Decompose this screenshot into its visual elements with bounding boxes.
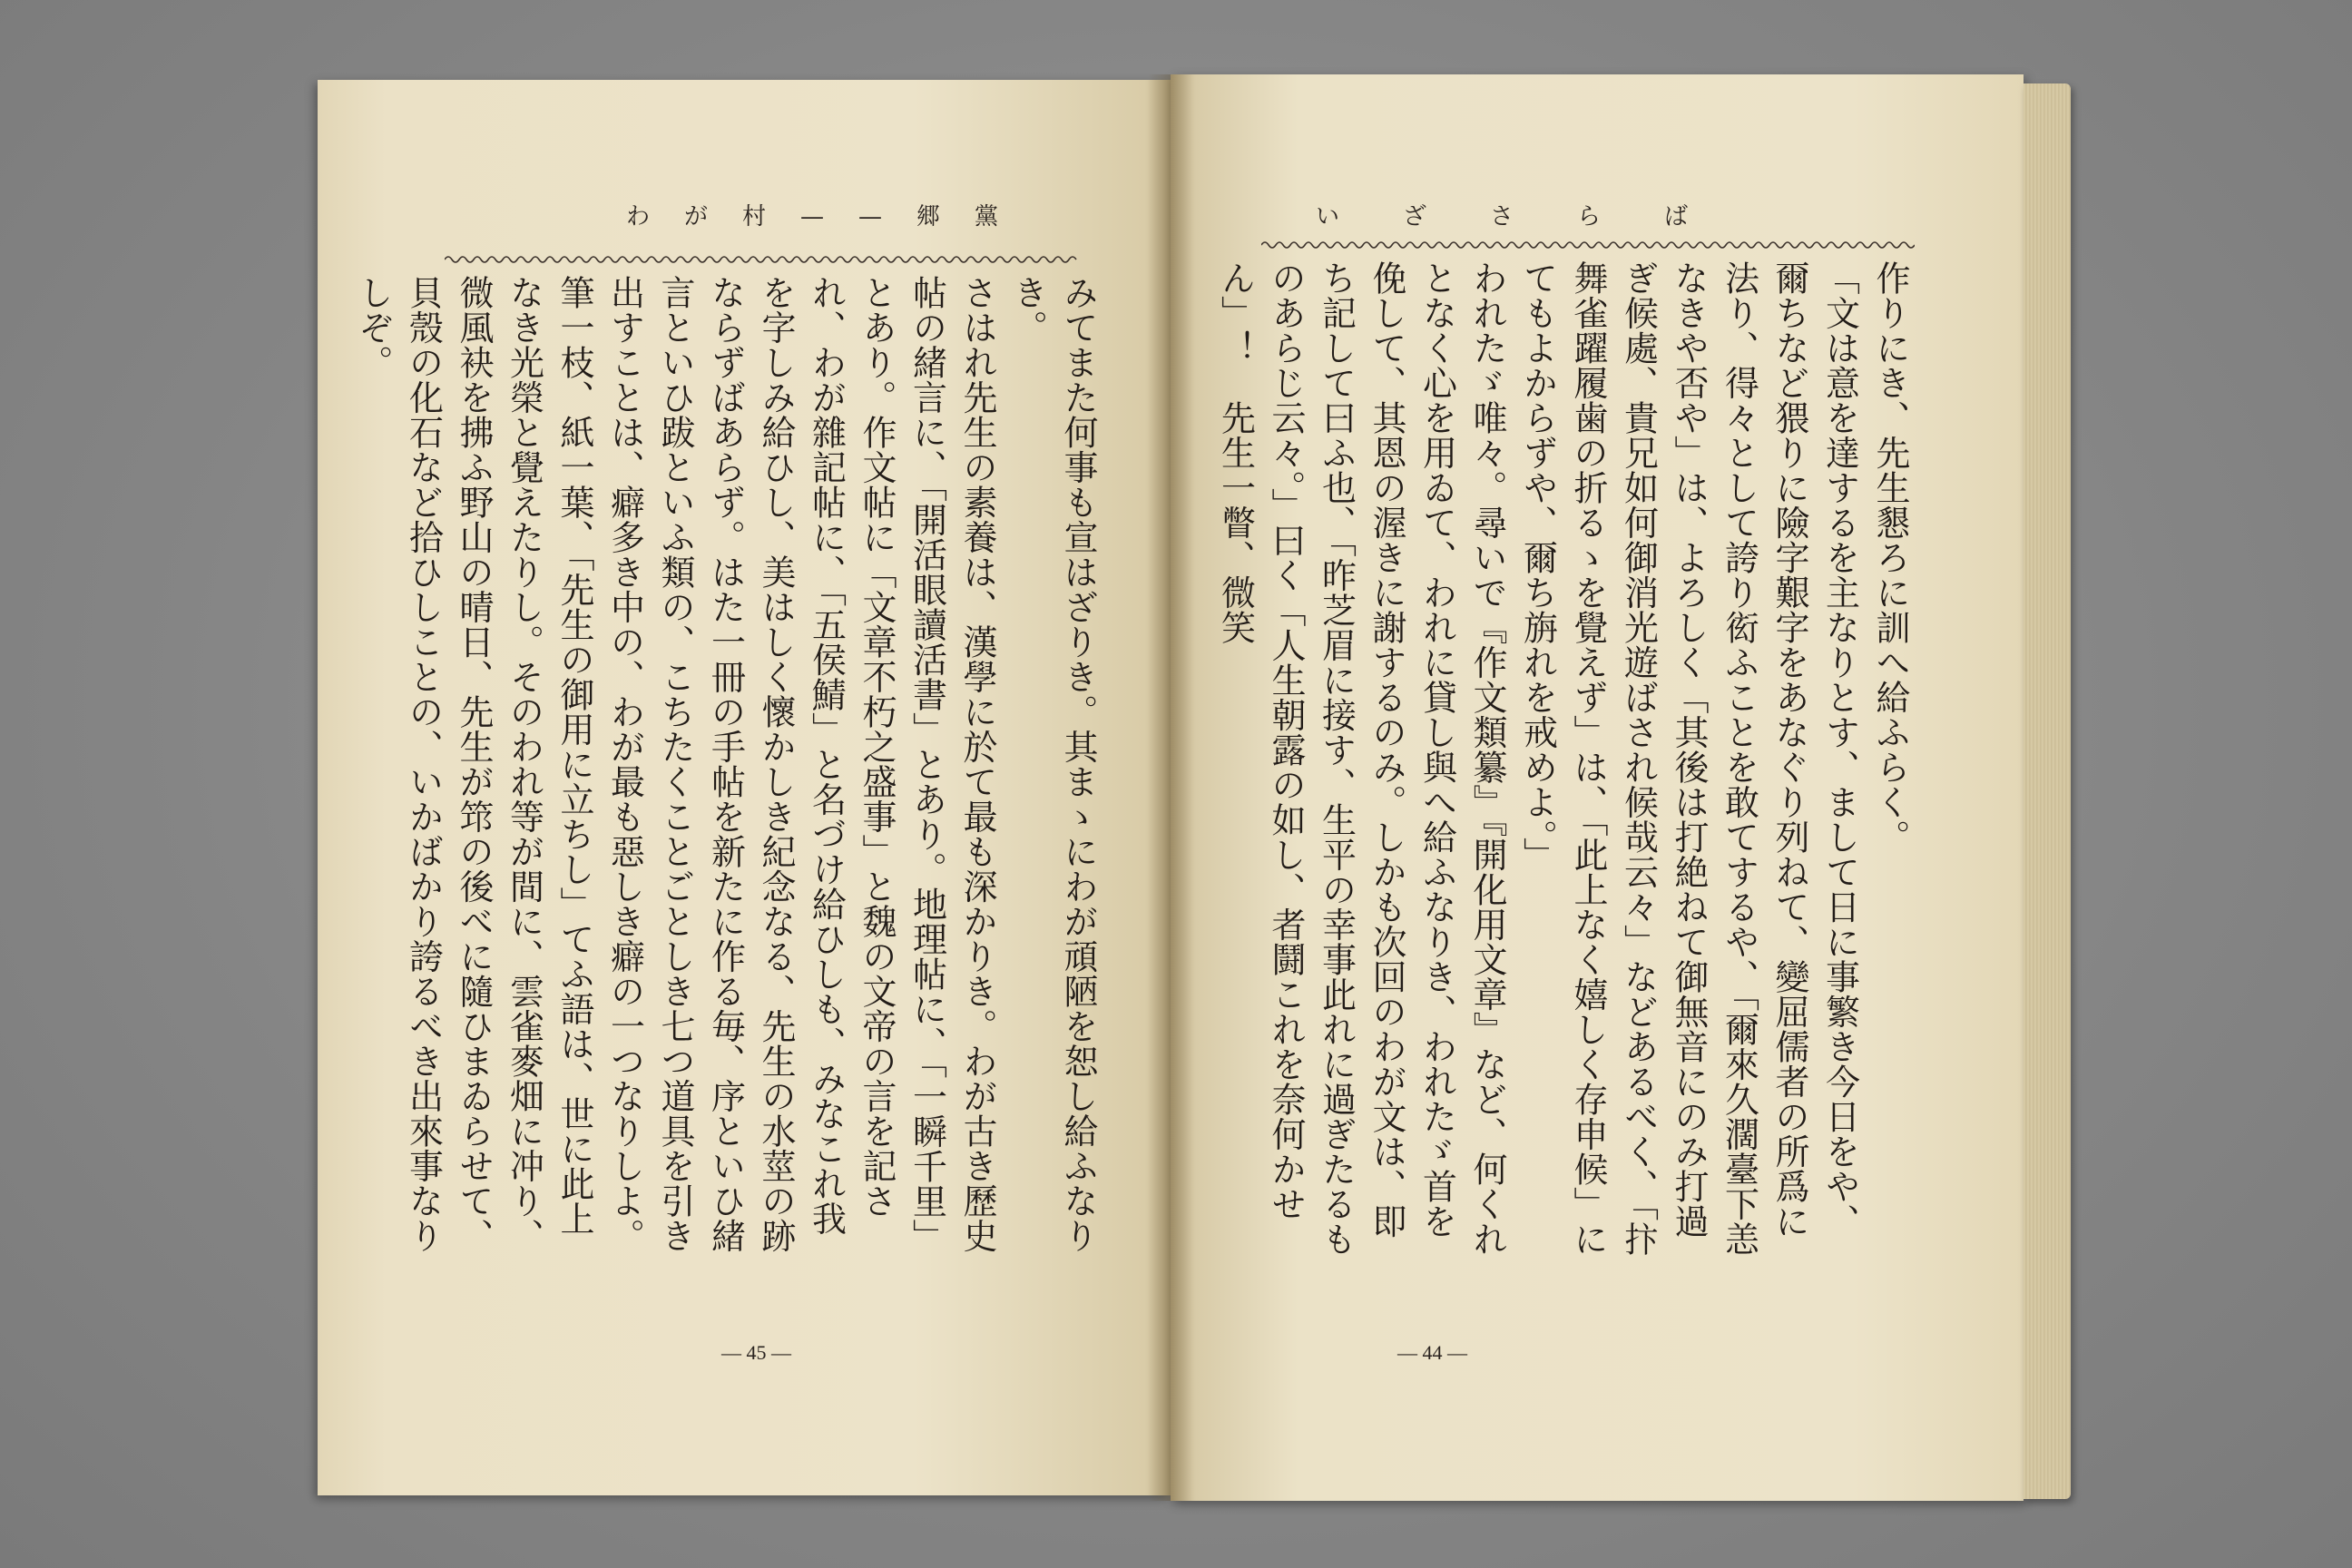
right-page-header: いざさらば <box>1316 203 1752 230</box>
right-page-body <box>1215 260 1915 1259</box>
left-page-body <box>353 275 1102 1255</box>
page-number: — 44 — <box>1397 1341 1467 1364</box>
right-page <box>1171 74 2024 1501</box>
page-edges <box>2024 83 2071 1499</box>
book-gutter <box>1148 74 1193 1501</box>
page-number: — 45 — <box>721 1341 791 1364</box>
header-rule <box>1261 238 1915 252</box>
left-page-header: わが村——郷黨 <box>626 203 1034 230</box>
paragraph: みてまた何事も宣はざりき。其まゝにわが頑陋を恕し給ふなりき。 <box>1007 275 1098 1253</box>
left-page <box>318 80 1171 1495</box>
paragraph: 筆一枝、紙一葉、「先生の御用に立ちし」てふ語は、世に此上なき光榮と覺えたりし。そのわれ等が間に、雲雀麥畑に冲り、微風袂を拂ふ野山の晴日、先生が筇の後べに隨ひまゐらせて、貝殼の化石など拾ひしことの、いかばかり誇るべき出來事なりしぞ。 <box>353 275 594 1253</box>
paragraph: さはれ先生の素養は、漢學に於て最も深かりき。わが古き歷史帖の緒言に、「開活眼讀活書」とあり。地理帖に、「一瞬千里」とあり。作文帖に「文章不朽之盛事」と魏の文帝の言を記され、わが雜記帖に、「五侯鯖」と名づけ給ひしも、みなこれ我を字しみ給ひし、美はしく懷かしき紀念なる、先生の水莖の跡ならずばあらず。はた一冊の手帖を新たに作る毎、序といひ緒言といひ跋といふ類の、こちたくことごとしき七つ道具を引き出すことは、癖多き中の、わが最も惡しき癖の一つなりしよ。 <box>604 275 997 1254</box>
paragraph: 作りにき、先生懇ろに訓へ給ふらく。 <box>1870 260 1910 855</box>
open-book <box>318 74 2042 1513</box>
paragraph: われたゞ唯々。尋いで『作文類纂』『開化用文章』など、何くれとなく心を用ゐて、われに貸し與へ給ふなりき、われたゞ首を俛して、其恩の渥きに謝するのみ。しかも次回のわが文は、即ち記して曰ふ也、「昨芝眉に接す、生平の幸事此れに過ぎたるものあらじ云々。」曰く「人生朝露の如し、者鬪これを奈何かせん」！ 先生一瞥、微笑 <box>1215 260 1507 1257</box>
header-rule <box>445 252 1080 267</box>
paragraph: 「文は意を達するを主なりとす、まして日に事繁き今日をや、爾ちなど猥りに險字艱字をあなぐり列ねて、變屈儒者の所爲に法り、得々として誇り衒ふことを敢てするや、「爾來久濶臺下恙なきや否や」は、よろしく「其後は打絶ねて御無音にのみ打過ぎ候處、貴兄如何御消光遊ばされ候哉云々」などあるべく、「抃舞雀躍履歯の折るゝを覺えず」は、「此上なく嬉しく存申候」にてもよからずや、爾ち旃れを戒めよ。」 <box>1517 260 1860 1257</box>
